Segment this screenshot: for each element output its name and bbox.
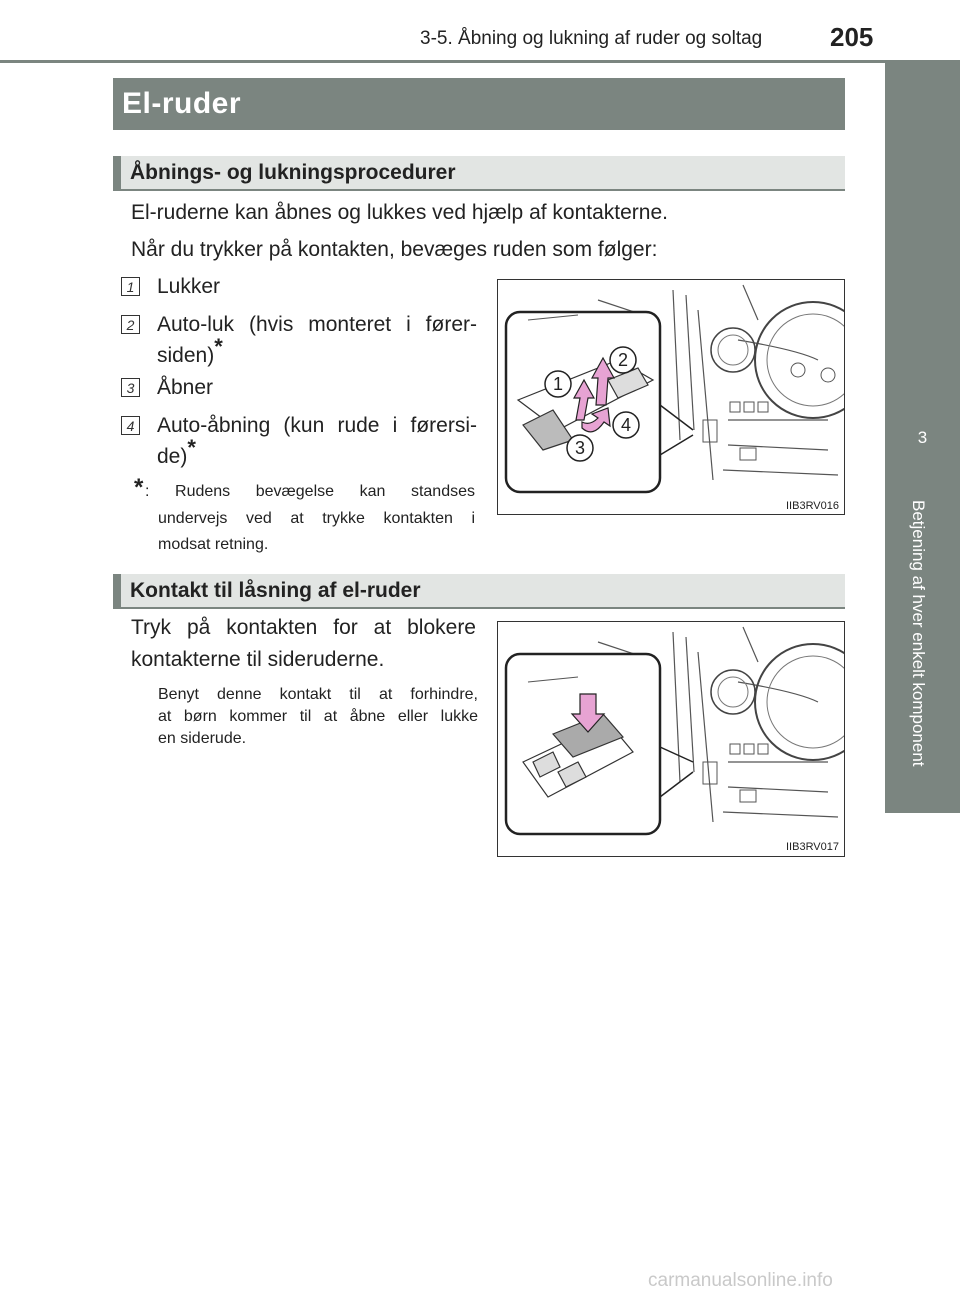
subsection-header-procedures xyxy=(113,156,845,191)
list-number: 3 xyxy=(121,378,140,397)
list-item-text: Åbner xyxy=(157,376,214,399)
footnote xyxy=(134,474,144,504)
header-rule xyxy=(0,60,960,63)
footnote-line: modsat retning. xyxy=(158,536,269,553)
figure-code: IIB3RV017 xyxy=(786,841,840,853)
figure-window-switches xyxy=(497,279,845,515)
list-item-text-line: siden) xyxy=(157,344,215,367)
intro-paragraph-1: El-ruderne kan åbnes og lukkes ved hjælp af kontakterne. xyxy=(131,201,668,224)
lock-note-line: en siderude. xyxy=(158,730,247,747)
intro-paragraph-2: Når du trykker på kontakten, bevæges ruden som følger: xyxy=(131,238,658,261)
list-number: 1 xyxy=(121,277,140,296)
lock-switch-illustration xyxy=(498,622,844,856)
list-item-text-cont xyxy=(157,334,223,371)
subsection-header-lock-switch xyxy=(113,574,845,609)
figure-lock-switch xyxy=(497,621,845,857)
callout-label: 4 xyxy=(620,415,632,435)
list-item-text: Auto-åbning (kun rude i førersi- xyxy=(157,414,477,437)
footnote-line: : Rudens bevægelse kan standses xyxy=(145,483,475,500)
subsection-marker xyxy=(113,574,121,607)
section-title: El-ruder xyxy=(113,78,845,130)
footnote-star: * xyxy=(134,474,144,501)
lock-note-line: at børn kommer til at åbne eller lukke xyxy=(158,708,478,725)
callout-label: 1 xyxy=(552,374,564,394)
list-item-text: Auto-luk (hvis monteret i fører- xyxy=(157,313,477,336)
chapter-label: Betjening af hver enkelt komponent xyxy=(909,500,928,767)
page-number: 205 xyxy=(830,22,874,52)
list-item-text-line: de) xyxy=(157,445,188,468)
lock-note-line: Benyt denne kontakt til at forhindre, xyxy=(158,686,478,703)
list-number: 2 xyxy=(121,315,140,334)
footnote-star: * xyxy=(187,435,196,460)
callout-label: 2 xyxy=(617,350,629,370)
watermark: carmanualsonline.info xyxy=(648,1270,833,1291)
running-header: 3-5. Åbning og lukning af ruder og soltag xyxy=(420,28,763,49)
lock-paragraph-line: kontakterne til sideruderne. xyxy=(131,648,385,671)
chapter-number: 3 xyxy=(917,428,928,447)
list-number: 4 xyxy=(121,416,140,435)
footnote-line: undervejs ved at trykke kontakten i xyxy=(158,510,475,527)
list-item-text-cont xyxy=(157,435,196,472)
subsection-title: Kontakt til låsning af el-ruder xyxy=(130,579,421,602)
footnote-star: * xyxy=(214,334,223,359)
subsection-title: Åbnings- og lukningsprocedurer xyxy=(130,161,456,184)
callout-label: 3 xyxy=(574,438,586,458)
window-switch-illustration xyxy=(498,280,844,514)
subsection-marker xyxy=(113,156,121,189)
list-item-text: Lukker xyxy=(157,275,221,298)
lock-paragraph-line: Tryk på kontakten for at blokere xyxy=(131,616,476,639)
figure-code: IIB3RV016 xyxy=(786,500,840,512)
